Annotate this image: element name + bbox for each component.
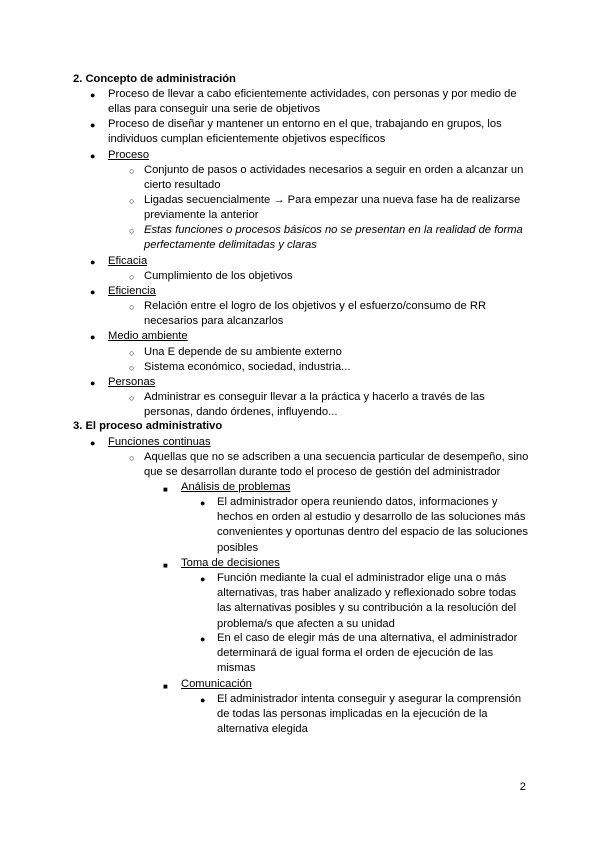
heading-proceso: Proceso: [108, 149, 150, 161]
eficacia-item-1: Cumplimiento de los objetivos: [144, 270, 293, 282]
bullet-circle-icon: ○: [129, 393, 135, 403]
bullet-dot-icon: ●: [90, 378, 96, 388]
bullet-dot-icon: ●: [200, 498, 206, 508]
bullet-circle-icon: ○: [129, 272, 135, 282]
bullet-circle-icon: ○: [129, 226, 135, 236]
toma-item-2: En el caso de elegir más de una alternativa, el administrador determinará de igual forma el orden de ejecución de las mismas: [217, 632, 518, 675]
heading-comunicacion: Comunicación: [181, 678, 252, 690]
proceso-item-2: Ligadas secuencialmente → Para empezar una nueva fase ha de realizarse previamente la anterior: [144, 194, 521, 222]
bullet-dot-icon: ●: [90, 257, 96, 267]
comunicacion-item-1: El administrador intenta conseguir y asegurar la comprensión de todas las personas implicadas en la ejecución de la alternativa elegida: [217, 693, 522, 736]
heading-funciones-continuas: Funciones continuas: [108, 436, 211, 448]
bullet-circle-icon: ○: [129, 348, 135, 358]
definition-2: Proceso de diseñar y mantener un entorno en el que, trabajando en grupos, los individuos cumplan eficientemente objetivos específicos: [108, 118, 502, 146]
funciones-item-1: Aquellas que no se adscriben a una secuencia particular de desempeño, sino que se desarrollan durante todo el proceso de gestión del administrador: [144, 451, 529, 479]
personas-item-1: Administrar es conseguir llevar a la práctica y hacerlo a través de las personas, dando órdenes, influyendo...: [144, 391, 485, 419]
proceso-item-1: Conjunto de pasos o actividades necesarios a seguir en orden a alcanzar un cierto resultado: [144, 164, 524, 192]
eficiencia-item-1: Relación entre el logro de los objetivos y el esfuerzo/consumo de RR necesarios para alcanzarlos: [144, 300, 487, 328]
bullet-circle-icon: ○: [129, 166, 135, 176]
bullet-dot-icon: ●: [200, 695, 206, 705]
toma-item-1: Función mediante la cual el administrador elige una o más alternativas, tras haber analizado y reflexionado sobre todas las alternativas posibles y su contribución a la resolución del problema/s que afecten a su unidad: [217, 572, 517, 630]
heading-medio-ambiente: Medio ambiente: [108, 330, 188, 342]
bullet-dot-icon: ●: [90, 120, 96, 130]
bullet-circle-icon: ○: [129, 302, 135, 312]
bullet-dot-icon: ●: [90, 332, 96, 342]
bullet-dot-icon: ●: [90, 90, 96, 100]
bullet-circle-icon: ○: [129, 196, 135, 206]
heading-personas: Personas: [108, 376, 156, 388]
bullet-circle-icon: ○: [129, 363, 135, 373]
bullet-dot-icon: ●: [200, 634, 206, 644]
heading-eficiencia: Eficiencia: [108, 285, 156, 297]
section-2-title: 2. Concepto de administración: [73, 73, 236, 85]
heading-toma-decisiones: Toma de decisiones: [181, 557, 280, 569]
heading-eficacia: Eficacia: [108, 255, 148, 267]
analisis-item-1: El administrador opera reuniendo datos, informaciones y hechos en orden al estudio y desarrollo de las soluciones más convenientes y oportunas dentro del espacio de las soluciones posibles: [217, 496, 528, 554]
bullet-dot-icon: ●: [200, 574, 206, 584]
bullet-square-icon: ■: [163, 485, 168, 494]
medio-item-2: Sistema económico, sociedad, industria...: [144, 361, 351, 373]
bullet-circle-icon: ○: [129, 453, 135, 463]
bullet-dot-icon: ●: [90, 438, 96, 448]
bullet-dot-icon: ●: [90, 287, 96, 297]
bullet-dot-icon: ●: [90, 151, 96, 161]
medio-item-1: Una E depende de su ambiente externo: [144, 346, 342, 358]
proceso-item-3: Estas funciones o procesos básicos no se presentan en la realidad de forma perfectamente delimitadas y claras: [144, 224, 523, 252]
bullet-square-icon: ■: [163, 682, 168, 691]
section-3-title: 3. El proceso administrativo: [73, 420, 223, 432]
page-number: 2: [519, 781, 526, 793]
definition-1: Proceso de llevar a cabo eficientemente actividades, con personas y por medio de ellas para conseguir una serie de objetivos: [108, 88, 517, 116]
heading-analisis-problemas: Análisis de problemas: [181, 481, 291, 493]
bullet-square-icon: ■: [163, 561, 168, 570]
